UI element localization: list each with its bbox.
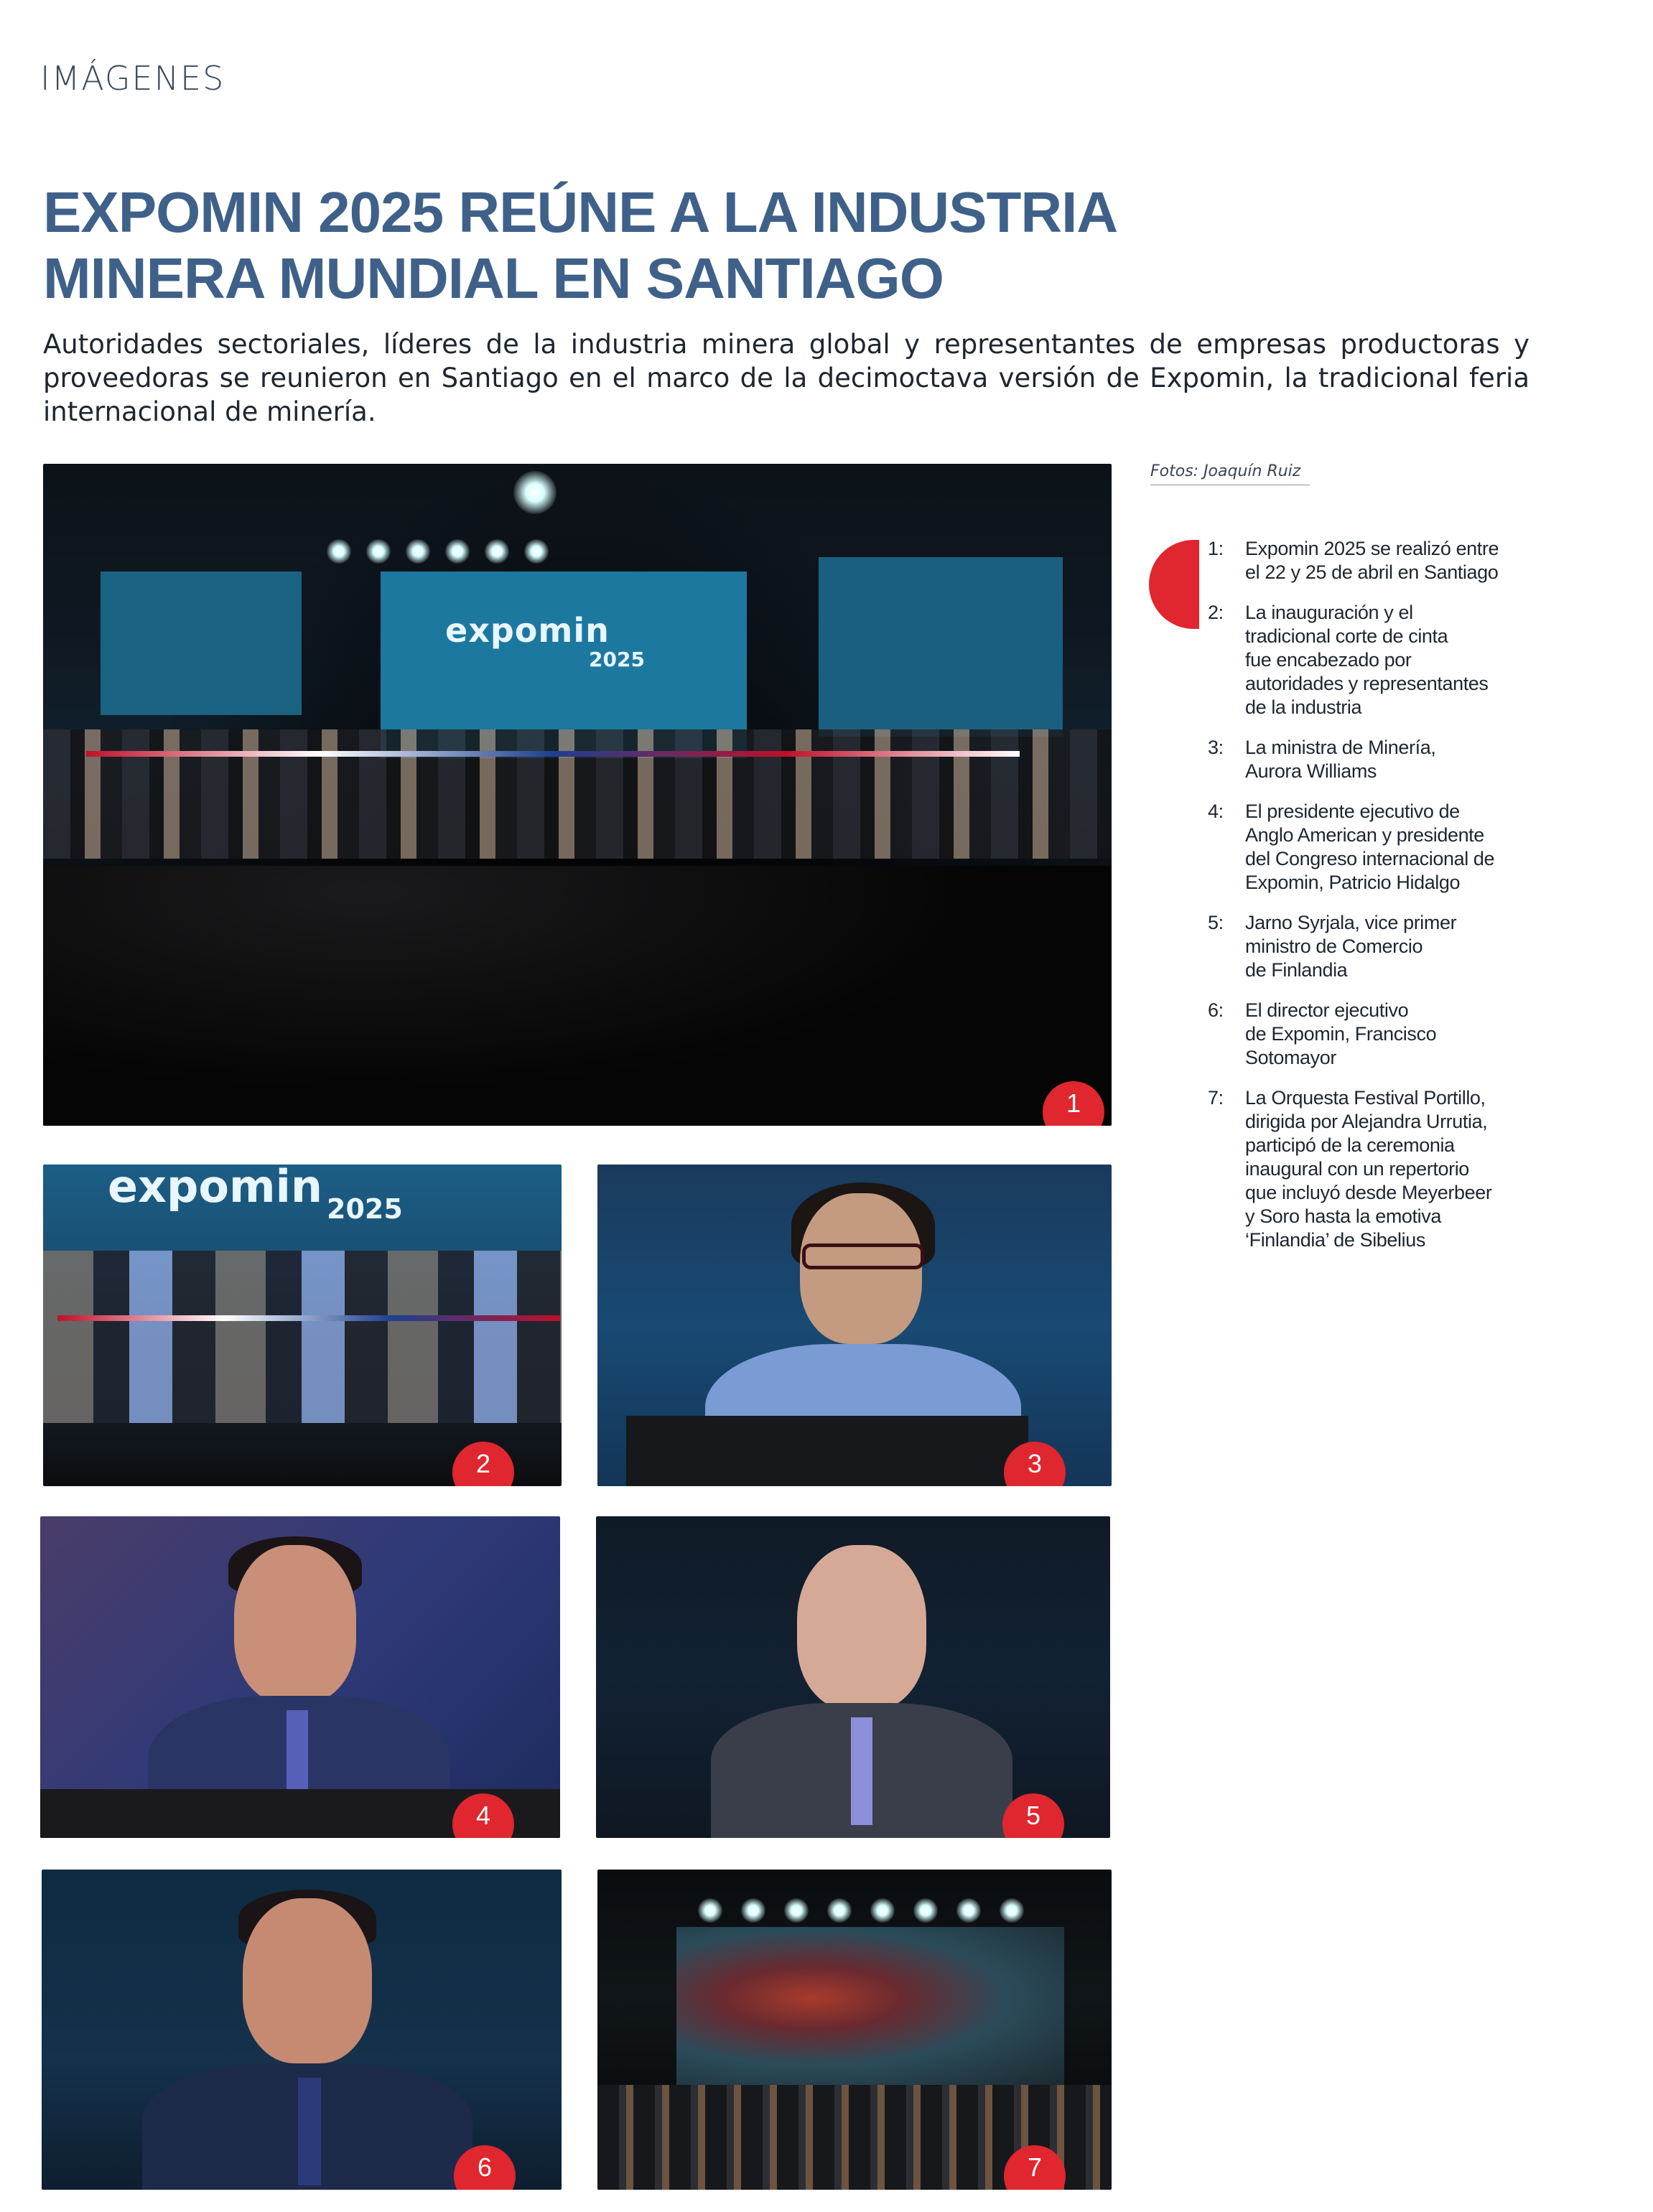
speaker-face xyxy=(797,1545,926,1710)
headline xyxy=(43,179,1264,312)
caption-number: 3: xyxy=(1208,737,1224,758)
section-label: IMÁGENES xyxy=(40,59,225,98)
stage-light xyxy=(784,1898,809,1923)
stage-light xyxy=(698,1898,722,1923)
caption-item xyxy=(1208,1086,1545,1252)
photo-number-badge: 1 xyxy=(1043,1081,1104,1126)
stage-screen-artwork xyxy=(676,1927,1064,2085)
speaker-tie xyxy=(298,2078,321,2185)
stage-light xyxy=(524,539,549,564)
caption-text: La Orquesta Festival Portillo, dirigida por Alejandra Urrutia, participó de la ceremonia inaugural con un repertorio que incluyó desde Meyerbeer y Soro hasta la emotiva ‘Finlandia’ de Sibelius xyxy=(1245,1087,1492,1251)
headline-line-2: MINERA MUNDIAL EN SANTIAGO xyxy=(43,246,944,310)
photo-number-badge: 5 xyxy=(1002,1793,1064,1838)
photo-credit: Fotos: Joaquín Ruiz xyxy=(1150,462,1310,485)
speaker-glasses xyxy=(802,1243,924,1269)
stage-light xyxy=(827,1898,852,1923)
caption-text: Expomin 2025 se realizó entre el 22 y 25 de abril en Santiago xyxy=(1245,538,1499,583)
photo-minister-speaking xyxy=(597,1165,1112,1486)
photo-number-badge: 4 xyxy=(452,1793,514,1838)
caption-text: La inauguración y el tradicional corte de cinta fue encabezado por autoridades y representantes de la industria xyxy=(1245,602,1489,718)
photo-ribbon-cutting-close xyxy=(43,1165,562,1486)
photo-ribbon-cutting-wide xyxy=(43,464,1112,1126)
ceremonial-ribbon xyxy=(86,751,1020,757)
expomin-logo-year: 2025 xyxy=(589,648,645,671)
caption-number: 2: xyxy=(1208,602,1224,623)
photo-number-badge: 7 xyxy=(1004,2145,1066,2190)
ceremonial-ribbon xyxy=(57,1315,560,1321)
headline-line-1: EXPOMIN 2025 REÚNE A LA INDUSTRIA xyxy=(43,180,1118,244)
stage-light xyxy=(485,539,509,564)
stage-light xyxy=(913,1898,938,1923)
speaker-face xyxy=(243,1898,372,2063)
photo-anglo-american-president xyxy=(40,1516,560,1838)
stage-light xyxy=(513,471,557,514)
caption-text: El director ejecutivo de Expomin, Francisco Sotomayor xyxy=(1245,999,1437,1068)
caption-number: 4: xyxy=(1208,801,1224,822)
stage-light xyxy=(406,539,430,564)
stage-light xyxy=(870,1898,895,1923)
stage-light xyxy=(445,539,470,564)
caption-item xyxy=(1208,999,1545,1070)
caption-number: 1: xyxy=(1208,538,1224,559)
caption-item xyxy=(1208,736,1545,783)
expomin-logo-year: 2025 xyxy=(327,1193,403,1225)
speaker-face xyxy=(234,1545,356,1703)
stage-light xyxy=(956,1898,981,1923)
stage-light xyxy=(366,539,391,564)
photo-number-badge: 2 xyxy=(452,1442,514,1486)
caption-number: 5: xyxy=(1208,912,1224,933)
stage-light xyxy=(327,539,351,564)
photo-expomin-director xyxy=(42,1870,562,2190)
caption-number: 7: xyxy=(1208,1087,1224,1109)
ribbon-cutting-group xyxy=(43,729,1112,859)
speaker-tie xyxy=(851,1717,872,1825)
caption-item xyxy=(1208,911,1545,982)
caption-text: El presidente ejecutivo de Anglo American y presidente del Congreso internacional de Expomin, Patricio Hidalgo xyxy=(1245,801,1495,893)
caption-accent-mark xyxy=(1149,540,1199,629)
caption-text: Jarno Syrjala, vice primer ministro de Comercio de Finlandia xyxy=(1245,912,1457,981)
caption-text: La ministra de Minería, Aurora Williams xyxy=(1245,737,1436,782)
photo-number-badge: 3 xyxy=(1004,1442,1066,1486)
audience-silhouettes xyxy=(43,866,1112,1126)
stage-light xyxy=(1000,1898,1024,1923)
podium xyxy=(626,1416,1028,1486)
photo-number-badge: 6 xyxy=(454,2145,516,2190)
photo-orchestra xyxy=(597,1870,1112,2190)
photo-finland-minister xyxy=(596,1516,1110,1838)
expomin-logo-text: expomin xyxy=(108,1165,323,1213)
lead-paragraph: Autoridades sectoriales, líderes de la industria minera global y representantes de empresas productoras y proveedoras se reunieron en Santiago en el marco de la decimoctava versión de Expomin, la tradicional feria internacional de minería. xyxy=(43,329,1529,427)
expomin-logo-text: expomin xyxy=(445,611,610,650)
stage-screen-left xyxy=(101,571,302,715)
caption-list xyxy=(1208,537,1545,1269)
caption-item xyxy=(1208,800,1545,895)
ribbon-cutting-group xyxy=(43,1251,562,1423)
caption-number: 6: xyxy=(1208,999,1224,1021)
stage-light xyxy=(741,1898,765,1923)
caption-item xyxy=(1208,537,1545,584)
stage-screen-right xyxy=(819,557,1063,737)
caption-item xyxy=(1208,601,1545,719)
